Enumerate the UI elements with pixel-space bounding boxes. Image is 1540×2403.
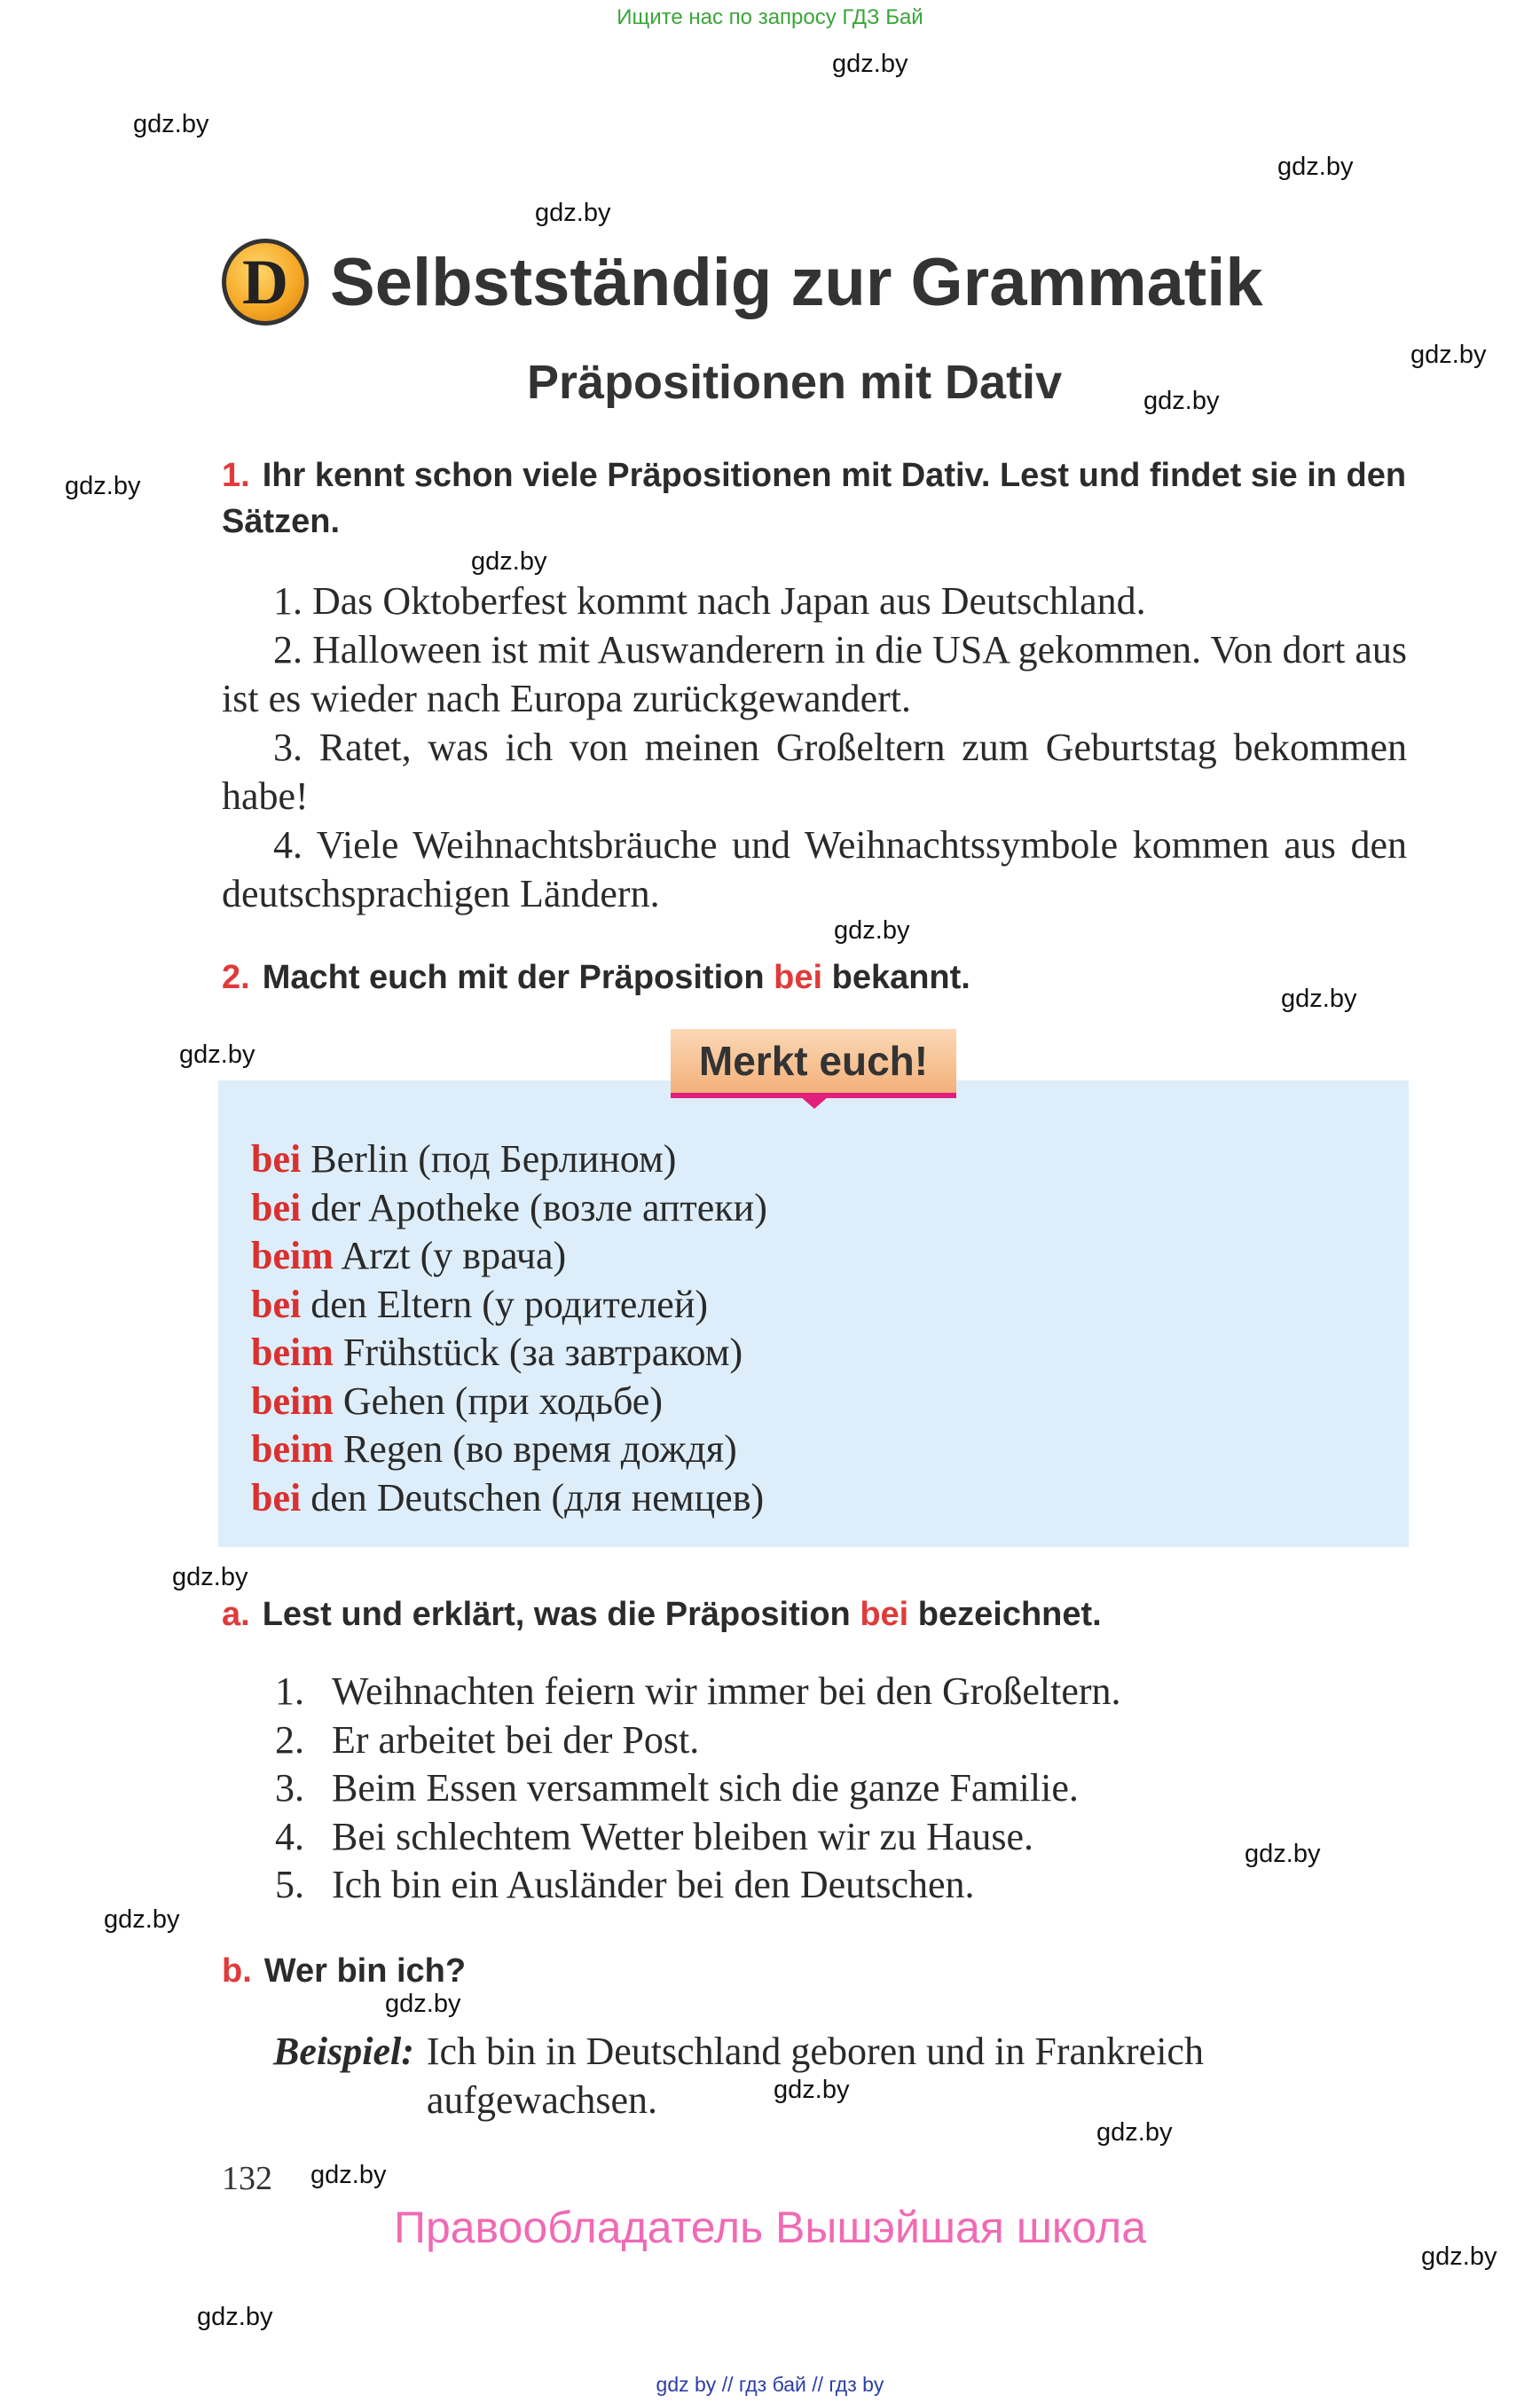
task-1-sentence: 2. Halloween ist mit Auswanderern in die USA gekommen. Von dort aus ist es wieder nach Europa zurückgewandert. [222,628,1407,720]
watermark: gdz.by [1281,985,1357,1013]
section-subtitle: Präpositionen mit Dativ [527,356,1063,409]
footer-links[interactable]: gdz by // гдз бай // гдз by [656,2373,884,2396]
watermark: gdz.by [1410,341,1487,369]
list-item: 2. Er arbeitet bei der Post. [275,1717,700,1762]
keyword-bei: bei [860,1596,909,1633]
task-b-heading: b. Wer bin ich? [222,1952,467,1990]
task-1-heading [222,452,1410,545]
task-number: b. [222,1952,252,1990]
rule-item: beim Gehen (при ходьбе) [251,1378,663,1423]
top-banner[interactable]: Ищите нас по запросу ГДЗ Бай [617,5,923,29]
watermark: gdz.by [774,2076,850,2104]
watermark: gdz.by [1277,153,1354,181]
example-text: Ich bin in Deutschland geboren und in Frankreich aufgewachsen. [426,2030,1204,2122]
task-number: 1. [222,457,250,494]
task-text: Ihr kennt schon viele Präpositionen mit Dativ. Lest und findet sie in den Sätzen. [222,457,1407,540]
rule-item: beim Arzt (у врача) [251,1234,567,1277]
rule-item: bei Berlin (под Берлином) [251,1137,677,1181]
list-item: 1. Weihnachten feiern wir immer bei den Großeltern. [275,1669,1121,1713]
watermark: gdz.by [172,1563,248,1591]
list-item: 3. Beim Essen versammelt sich die ganze Familie. [275,1766,1079,1810]
watermark: gdz.by [834,916,910,945]
copyright-holder: Правообладатель Вышэйшая школа [394,2203,1146,2252]
list-item: 5. Ich bin ein Ausländer bei den Deutschen. [275,1863,975,1906]
section-header [222,238,1263,326]
example-label: Beispiel: [273,2030,414,2073]
watermark: gdz.by [471,547,547,576]
watermark: gdz.by [310,2161,387,2189]
page-title: Selbstständig zur Grammatik [330,244,1263,320]
rule-item: bei den Eltern (у родителей) [251,1282,709,1326]
task-2-heading: 2. Macht euch mit der Präposition bei bekannt. [222,959,970,996]
task-number: a. [222,1596,250,1633]
watermark: gdz.by [535,199,611,227]
watermark: gdz.by [65,472,141,500]
watermark: gdz.by [832,50,908,78]
task-a-sentences [275,1668,1121,1910]
watermark: gdz.by [1143,387,1220,415]
page-number: 132 [222,2160,272,2197]
example [273,2027,1409,2124]
watermark: gdz.by [104,1905,180,1934]
task-1-sentence: 3. Ratet, was ich von meinen Großeltern zum Geburtstag bekommen habe! [222,726,1407,818]
rule-item: beim Frühstück (за завтраком) [251,1331,743,1374]
rule-item: bei der Apotheke (возле аптеки) [251,1185,767,1229]
watermark: gdz.by [179,1041,255,1069]
rule-list [251,1135,767,1522]
watermark: gdz.by [1096,2118,1173,2147]
merkt-euch-label: Merkt euch! [671,1029,956,1098]
list-item: 4. Bei schlechtem Wetter bleiben wir zu Hause. [275,1814,1034,1858]
rule-item: beim Regen (во время дождя) [251,1427,737,1471]
task-number: 2. [222,959,250,996]
rule-item: bei den Deutschen (для немцев) [251,1475,765,1520]
merkt-euch-pointer [800,1096,829,1109]
watermark: gdz.by [385,1990,461,2018]
task-a-heading: a. Lest und erklärt, was die Präposition bei bezeichnet. [222,1596,1102,1633]
watermark: gdz.by [1421,2242,1497,2271]
task-1-sentence: 1. Das Oktoberfest kommt nach Japan aus Deutschland. [273,579,1146,623]
watermark: gdz.by [133,110,209,138]
keyword-bei: bei [774,959,823,996]
watermark: gdz.by [197,2303,273,2331]
section-letter-badge: D [222,239,309,326]
task-1-sentence: 4. Viele Weihnachtsbräuche und Weihnachtssymbole kommen aus den deutschsprachigen Ländern. [222,823,1407,915]
watermark: gdz.by [1245,1840,1321,1868]
